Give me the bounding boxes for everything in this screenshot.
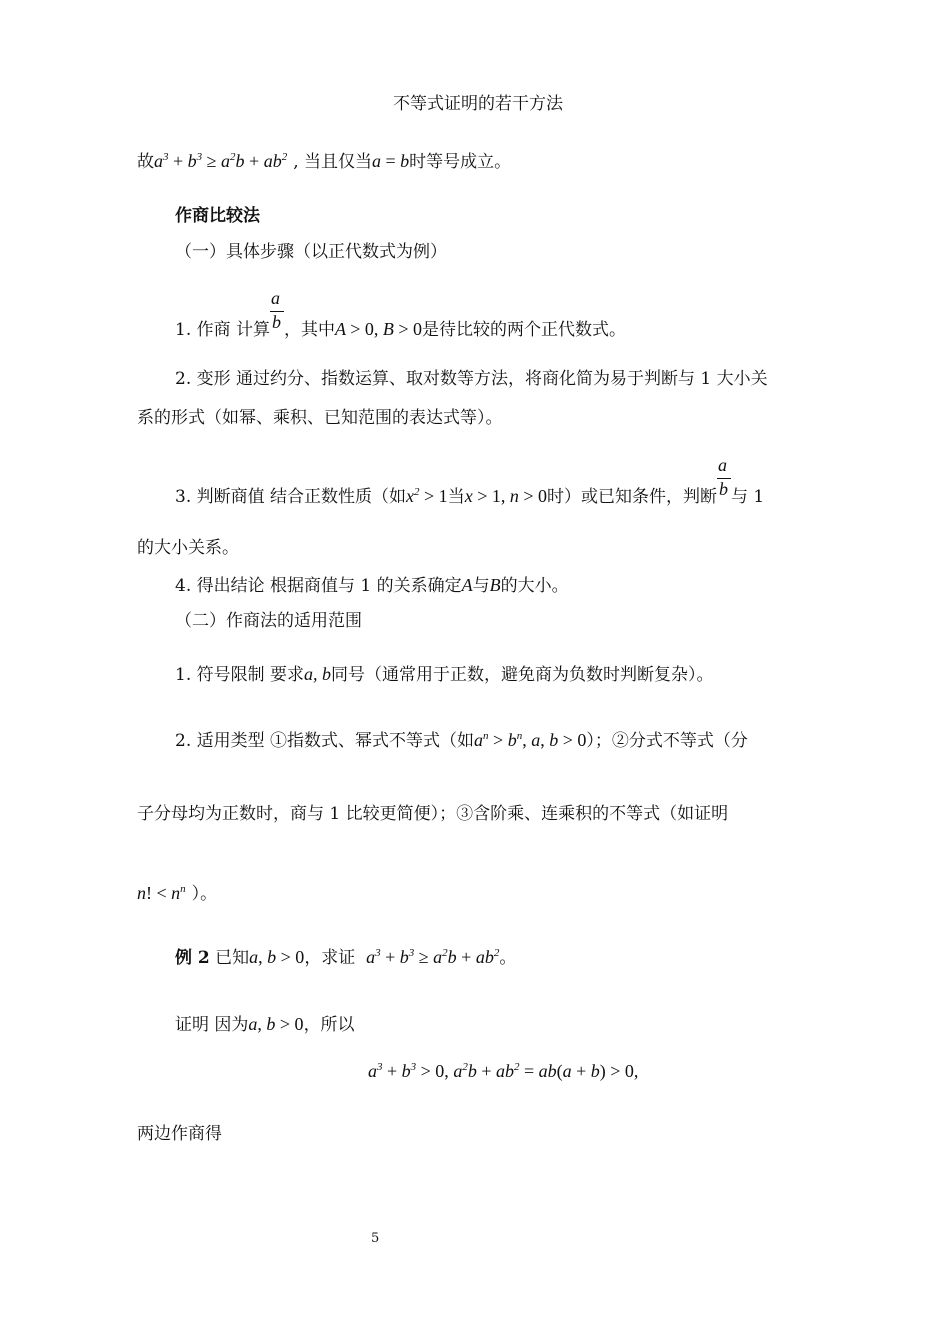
scope-2 [175, 731, 748, 750]
step-4-B: B [489, 575, 501, 595]
page-number: 5 [371, 1231, 380, 1246]
step-3-condition-2: x > 1, n > 0 [464, 486, 547, 506]
step-3 [175, 455, 765, 507]
step-3-condition-1: $x^2 > 1$ [406, 486, 448, 506]
example-2 [175, 948, 516, 967]
example-condition: a, b > 0 [249, 947, 305, 967]
step-4-mid: 与 [472, 576, 490, 596]
step-3-mid: 当 [447, 487, 465, 507]
proof-display-equation: $a^3 + b^3 > 0$, $a^2b + ab^2 = ab(a + b) > 0$, [368, 1061, 639, 1081]
step-1-label: 1. 作商 计算 [175, 320, 271, 340]
intro-inequality: $a^3 + b^3 \ge a^2b + ab^2$ [154, 151, 288, 171]
scope-2-pre: 2. 适用类型 ①指数式、幂式不等式（如 [175, 731, 475, 751]
proof-post: ，所以 [303, 1015, 355, 1035]
example-pre: 已知 [215, 948, 250, 968]
step-4-A: A [461, 575, 473, 595]
fraction-denominator-2: b [719, 479, 728, 499]
example-inequality: $a^3 + b^3 \ge a^2b + ab^2$ [366, 947, 500, 967]
step-3-line-2: 的大小关系。 [137, 538, 239, 558]
intro-post: 时等号成立。 [409, 152, 512, 172]
fraction-a-over-b-2 [717, 455, 731, 502]
intro-condition: a = b [372, 151, 410, 171]
example-end: 。 [499, 948, 517, 968]
intro-mid: 当且仅当 [304, 152, 373, 172]
fraction-a-over-b [270, 288, 284, 335]
scope-1 [175, 665, 714, 684]
subsection-scope: （二）作商法的适用范围 [175, 611, 362, 631]
step-1 [175, 288, 627, 340]
proof-pre: 证明 因为 [175, 1015, 249, 1035]
step-1-mid: ，其中 [284, 320, 336, 340]
page-title: 不等式证明的若干方法 [393, 94, 563, 114]
proof-condition: a, b > 0 [248, 1014, 304, 1034]
scope-2-line-2: 子分母均为正数时，商与 1 比较更简便）；③含阶乘、连乘积的不等式（如证明 [137, 804, 729, 824]
intro-line [137, 152, 511, 171]
step-1-condition: A > 0, B > 0 [335, 319, 423, 339]
intro-comma: , [293, 152, 299, 172]
example-label: 例 2 [175, 948, 210, 968]
step-2-line-1: 2. 变形 通过约分、指数运算、取对数等方法，将商化简为易于判断与 1 大小关 [175, 369, 768, 389]
proof-line [175, 1015, 355, 1034]
fraction-numerator-2: a [718, 455, 727, 475]
example-mid: ，求证 [304, 948, 356, 968]
scope-2-line-3 [137, 884, 217, 903]
factorial-inequality: n! < $n^n$ [137, 883, 186, 903]
step-4-post: 的大小。 [500, 576, 569, 596]
fraction-denominator: b [272, 312, 282, 332]
scope-2-post: ）；②分式不等式（分 [586, 731, 748, 751]
scope-2-line-3-post: ）。 [191, 884, 218, 904]
step-2-line-2: 系的形式（如幂、乘积、已知范围的表达式等）。 [137, 408, 503, 428]
section-heading: 作商比较法 [175, 206, 260, 226]
step-4 [175, 576, 569, 595]
fraction-numerator: a [271, 288, 281, 308]
scope-2-condition: $a^n > b^n$, a, b > 0 [474, 730, 587, 750]
step-1-post: 是待比较的两个正代数式。 [422, 320, 627, 340]
proof-after: 两边作商得 [137, 1124, 222, 1144]
scope-1-post: 同号（通常用于正数，避免商为负数时判断复杂）。 [331, 665, 714, 685]
scope-1-pre: 1. 符号限制 要求 [175, 665, 305, 685]
step-3-tail: 与 1 [731, 487, 765, 507]
step-3-label: 3. 判断商值 结合正数性质（如 [175, 487, 407, 507]
step-3-post: 时）或已知条件，判断 [547, 487, 717, 507]
subsection-steps: （一）具体步骤（以正代数式为例） [175, 242, 447, 262]
intro-pre: 故 [137, 152, 154, 172]
scope-1-vars: a, b [304, 664, 332, 684]
step-4-pre: 4. 得出结论 根据商值与 1 的关系确定 [175, 576, 462, 596]
